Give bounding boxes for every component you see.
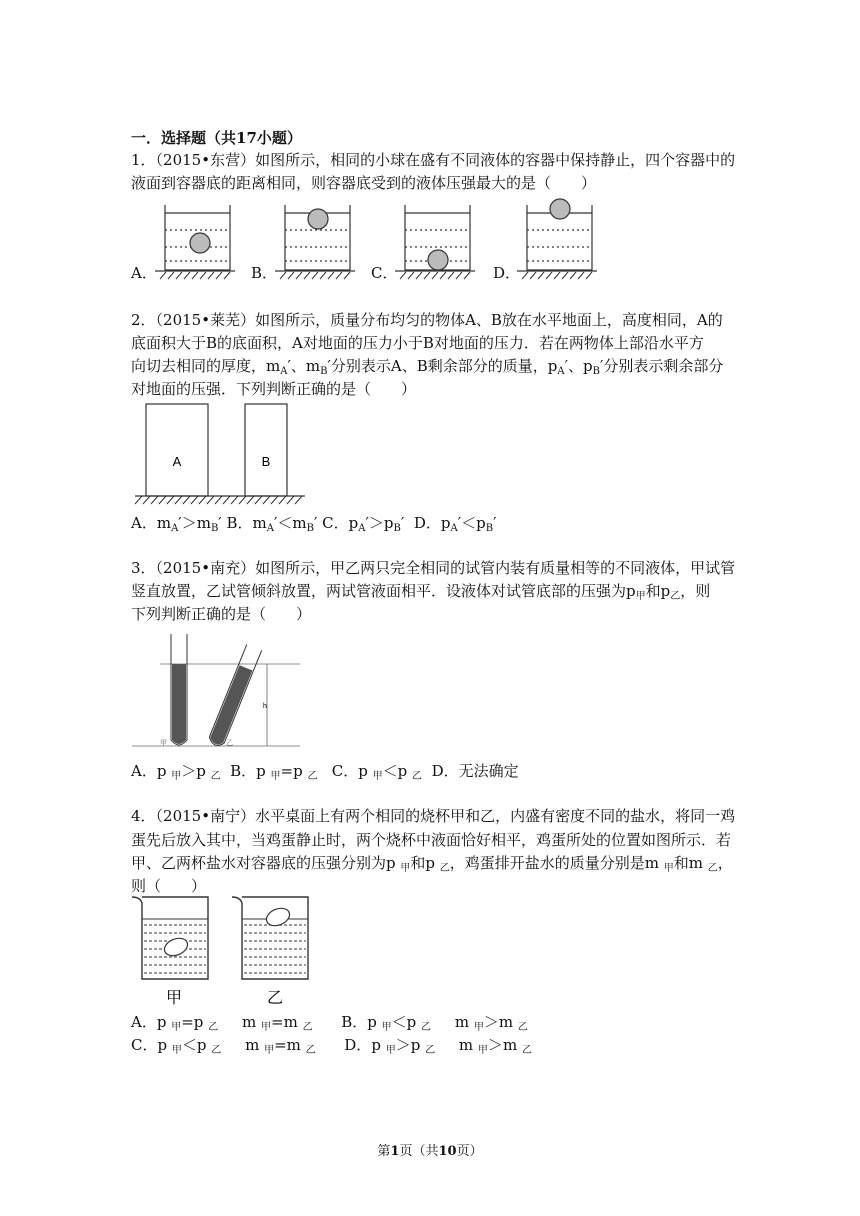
q3-label-yi: 乙 [226,740,233,747]
q4-label-jia: 甲 [166,988,183,1007]
q2-option-d[interactable]: D．$p_A'<p_B'$ [413,514,497,534]
q1-ball-d [550,199,570,219]
q3-line-3: 下列判断正确的是（ ） [131,605,312,623]
q4-line-3: 甲、乙两杯盐水对容器底的压强分别为p $_甲$和p $_乙$，鸡蛋排开盐水的质量分别是m $_甲$和m $_乙$， [131,854,733,874]
q3-option-d[interactable]: D．无法确定 [431,762,519,780]
q3-line-1: 3．（2015•南充）如图所示，甲乙两只完全相同的试管内装有质量相等的不同液体，甲试管 [131,559,736,577]
q4-beaker-jia [132,897,208,979]
page-number: 1 [390,1144,400,1159]
q1-line-2: 液面到容器底的距离相同，则容器底受到的液体压强最大的是（ ） [131,174,597,192]
q1-container-b [275,205,355,271]
q1-ball-a [190,233,210,253]
q3-option-a[interactable]: A．p $_甲$＞p $_乙$ [131,762,221,782]
q1-line-1: 1．（2015•东营）如图所示，相同的小球在盛有不同液体的容器中保持静止，四个容器中的 [131,151,736,169]
q3-label-h: h [263,703,267,710]
q2-option-b[interactable]: B．$m_A'<m_B'$ [226,514,318,534]
q4-label-yi: 乙 [267,988,284,1007]
q2-options [131,513,496,539]
q4-option-c[interactable]: C．p $_甲$＜p $_乙$ m $_甲$=m $_乙$ [131,1036,316,1056]
q2-figure [130,400,310,510]
q3-line-2: 竖直放置，乙试管倾斜放置，两试管液面相平．设液体对试管底部的压强为$p_甲$和$p_乙$，则 [131,582,711,602]
q2-line-3: 向切去相同的厚度，$m_A'$、$m_B'$分别表示A、B剩余部分的质量，$p_A'$、$p_B'$分别表示剩余部分 [131,357,724,377]
q2-option-a[interactable]: A．$m_A'>m_B'$ [131,514,222,534]
q4-option-d[interactable]: D．p $_甲$＞p $_乙$ m $_甲$＞m $_乙$ [344,1036,532,1056]
q3-option-c[interactable]: C．p $_甲$＜p $_乙$ [331,762,423,782]
q2-line-1: 2．（2015•莱芜）如图所示，质量分布均匀的物体A、B放在水平地面上，高度相同，A的 [131,311,723,329]
q4-line-2: 蛋先后放入其中，当鸡蛋静止时，两个烧杯中液面恰好相平，鸡蛋所处的位置如图所示．若 [131,831,732,849]
q4-figure [130,893,330,1011]
q2-label-b: B [261,454,271,469]
q3-tube-yi [207,644,261,747]
q1-container-d [517,199,597,271]
q1-option-c[interactable]: C． [371,264,398,282]
q4-line-4: 则（ ） [131,877,207,895]
section-heading: 一．选择题（共17小题） [131,129,302,147]
q2-line-2: 底面积大于B的底面积，A对地面的压力小于B对地面的压力．若在两物体上部沿水平方 [131,334,704,352]
q2-option-c[interactable]: C．$p_A'>p_B'$ [322,514,405,534]
q2-label-a: A [172,454,182,469]
page-total: 10 [438,1144,457,1159]
q1-ball-b [308,209,328,229]
page-footer: 第1页（共10页） [377,1144,483,1159]
q4-egg-jia [162,935,190,959]
q2-line-4: 对地面的压强．下列判断正确的是（ ） [131,380,417,398]
q4-options-row-2 [131,1035,532,1061]
q4-option-a[interactable]: A．p $_甲$=p $_乙$ m $_甲$=m $_乙$ [131,1013,313,1033]
q1-option-d[interactable]: D． [493,264,521,282]
q4-egg-yi [264,905,292,929]
q2-block-b [245,404,287,496]
q1-ball-c [428,250,448,270]
q1-option-a[interactable]: A． [131,264,157,282]
q3-figure [130,630,310,755]
q3-options [131,761,519,787]
q1-container-c [395,205,475,271]
q3-label-jia: 甲 [160,740,167,747]
q1-figure [130,195,610,280]
q3-option-b[interactable]: B．p $_甲$=p $_乙$ [230,762,318,782]
q1-option-b[interactable]: B． [251,264,278,282]
q4-line-1: 4．（2015•南宁）水平桌面上有两个相同的烧杯甲和乙，内盛有密度不同的盐水，将同一鸡 [131,807,736,825]
q4-beaker-yi [232,897,308,979]
q4-option-b[interactable]: B．p $_甲$＜p $_乙$ m $_甲$＞m $_乙$ [341,1013,528,1033]
q2-block-a [146,404,208,496]
q1-container-a [155,205,235,271]
